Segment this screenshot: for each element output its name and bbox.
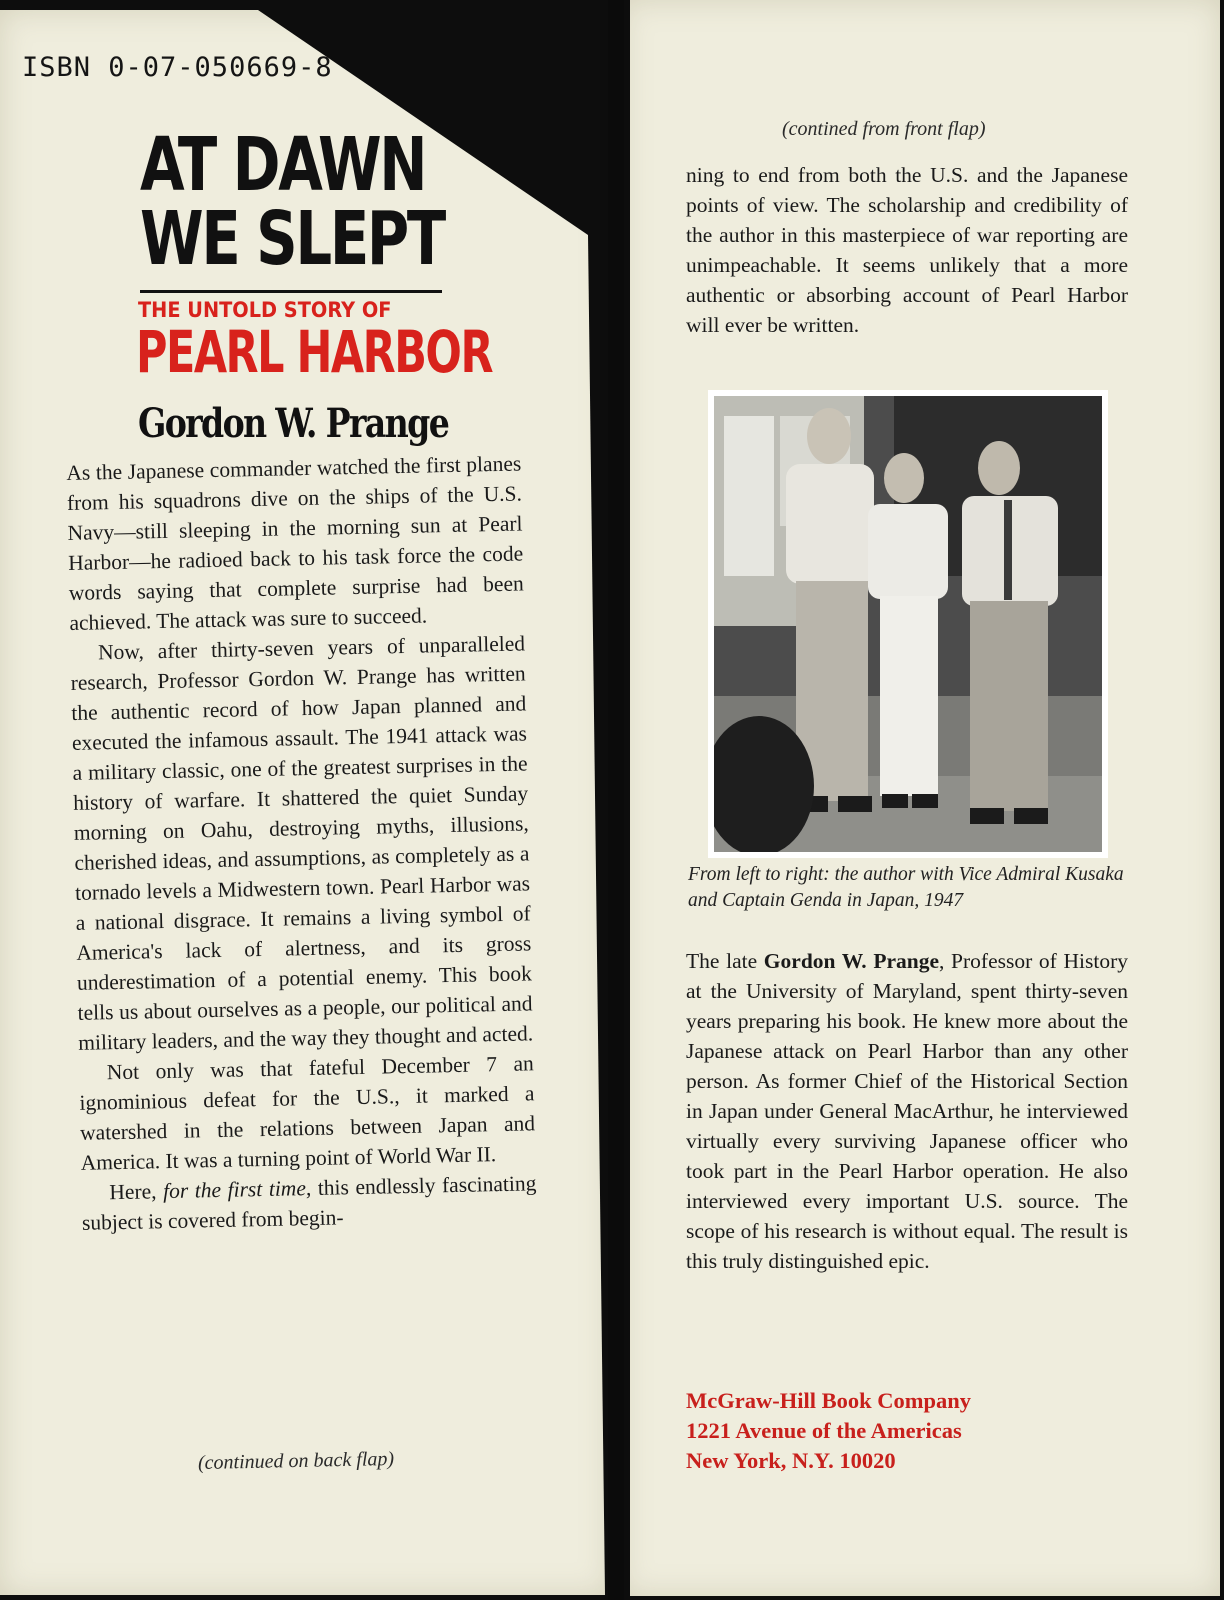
author-name: Gordon W. Prange (138, 400, 449, 447)
book-subtitle-line-2: PEARL HARBOR (136, 318, 493, 386)
book-subtitle-line-1: THE UNTOLD STORY OF (138, 298, 392, 322)
blurb-p4-italic: for the first time, (162, 1176, 312, 1204)
blurb-p4-start: Here, (109, 1179, 164, 1205)
continued-on-back-note: (continued on back flap) (197, 1447, 395, 1475)
front-flap-blurb (66, 448, 537, 1237)
author-bio-paragraph (686, 946, 1128, 1276)
publisher-address-street: 1221 Avenue of the Americas (686, 1418, 962, 1443)
back-blurb-paragraph: ning to end from both the U.S. and the Japanese points of view. The scholarship and credibility of the author in this masterpiece of war reporting are unimpeachable. It seems unlikely that a more authentic or absorbing account of Pearl Harbor will ever be written. (686, 163, 1128, 337)
photo-figures-illustration (714, 396, 1102, 852)
photo-image (714, 396, 1102, 852)
blurb-paragraph-2: Now, after thirty-seven years of unparalleled research, Professor Gordon W. Prange has written the authentic record of how Japan planned and executed the infamous assault. The 1941 attack was a military classic, one of the greatest surprises in the history of warfare. It shattered the quiet Sunday morning on Oahu, destroying myths, illusions, cherished ideas, and assumptions, as completely as a tornado levels a Midwestern town. Pearl Harbor was a national disgrace. It remains a living symbol of America's lack of alertness, and its gross underestimation of a potential enemy. This book tells us about ourselves as a people, our political and military leaders, and the way they thought and acted. (70, 631, 534, 1055)
blurb-paragraph-1: As the Japanese commander watched the first planes from his squadrons dive on the ships of the U.S. Navy—still sleeping in the morning sun at Pearl Harbor—he radioed back to his task force the code words saying that complete surprise had been achieved. The attack was sure to succeed. (66, 451, 524, 635)
spine-gap (608, 0, 624, 1600)
author-bio (686, 946, 1128, 1276)
author-photo (708, 390, 1108, 858)
book-title-line-2: WE SLEPT (140, 196, 444, 282)
back-flap-blurb (686, 160, 1128, 340)
publisher-address-city: New York, N.Y. 10020 (686, 1448, 896, 1473)
bio-rest: , Professor of History at the University of Maryland, spent thirty-seven years preparing his book. He knew more about the Japanese attack on Pearl Harbor than any other person. As former Chief of the Historical Section in Japan under General MacArthur, he interviewed virtually every surviving Japanese officer who took part in the Pearl Harbor operation. He also interviewed every important U.S. source. The scope of his research is without equal. The result is this truly distinguished epic. (686, 949, 1128, 1273)
blurb-p4-end: this endlessly fascinating subject is covered from begin- (81, 1171, 537, 1235)
publisher-name: McGraw-Hill Book Company (686, 1388, 971, 1413)
blurb-paragraph-3: Not only was that fateful December 7 an ignominious defeat for the U.S., it marked a watershed in the relations between Japan and America. It was a turning point of World War II. (79, 1051, 536, 1175)
book-title-line-1: AT DAWN (140, 122, 426, 208)
continued-from-front-note: (contined from front flap) (782, 118, 986, 140)
isbn-number: ISBN 0-07-050669-8 (22, 52, 333, 83)
blurb-paragraph-4 (81, 1168, 537, 1238)
bio-start: The late (686, 949, 764, 973)
title-rule (140, 290, 442, 293)
photo-caption: From left to right: the author with Vice Admiral Kusaka and Captain Genda in Japan, 1947 (688, 864, 1124, 911)
bio-author-name: Gordon W. Prange (763, 949, 939, 973)
